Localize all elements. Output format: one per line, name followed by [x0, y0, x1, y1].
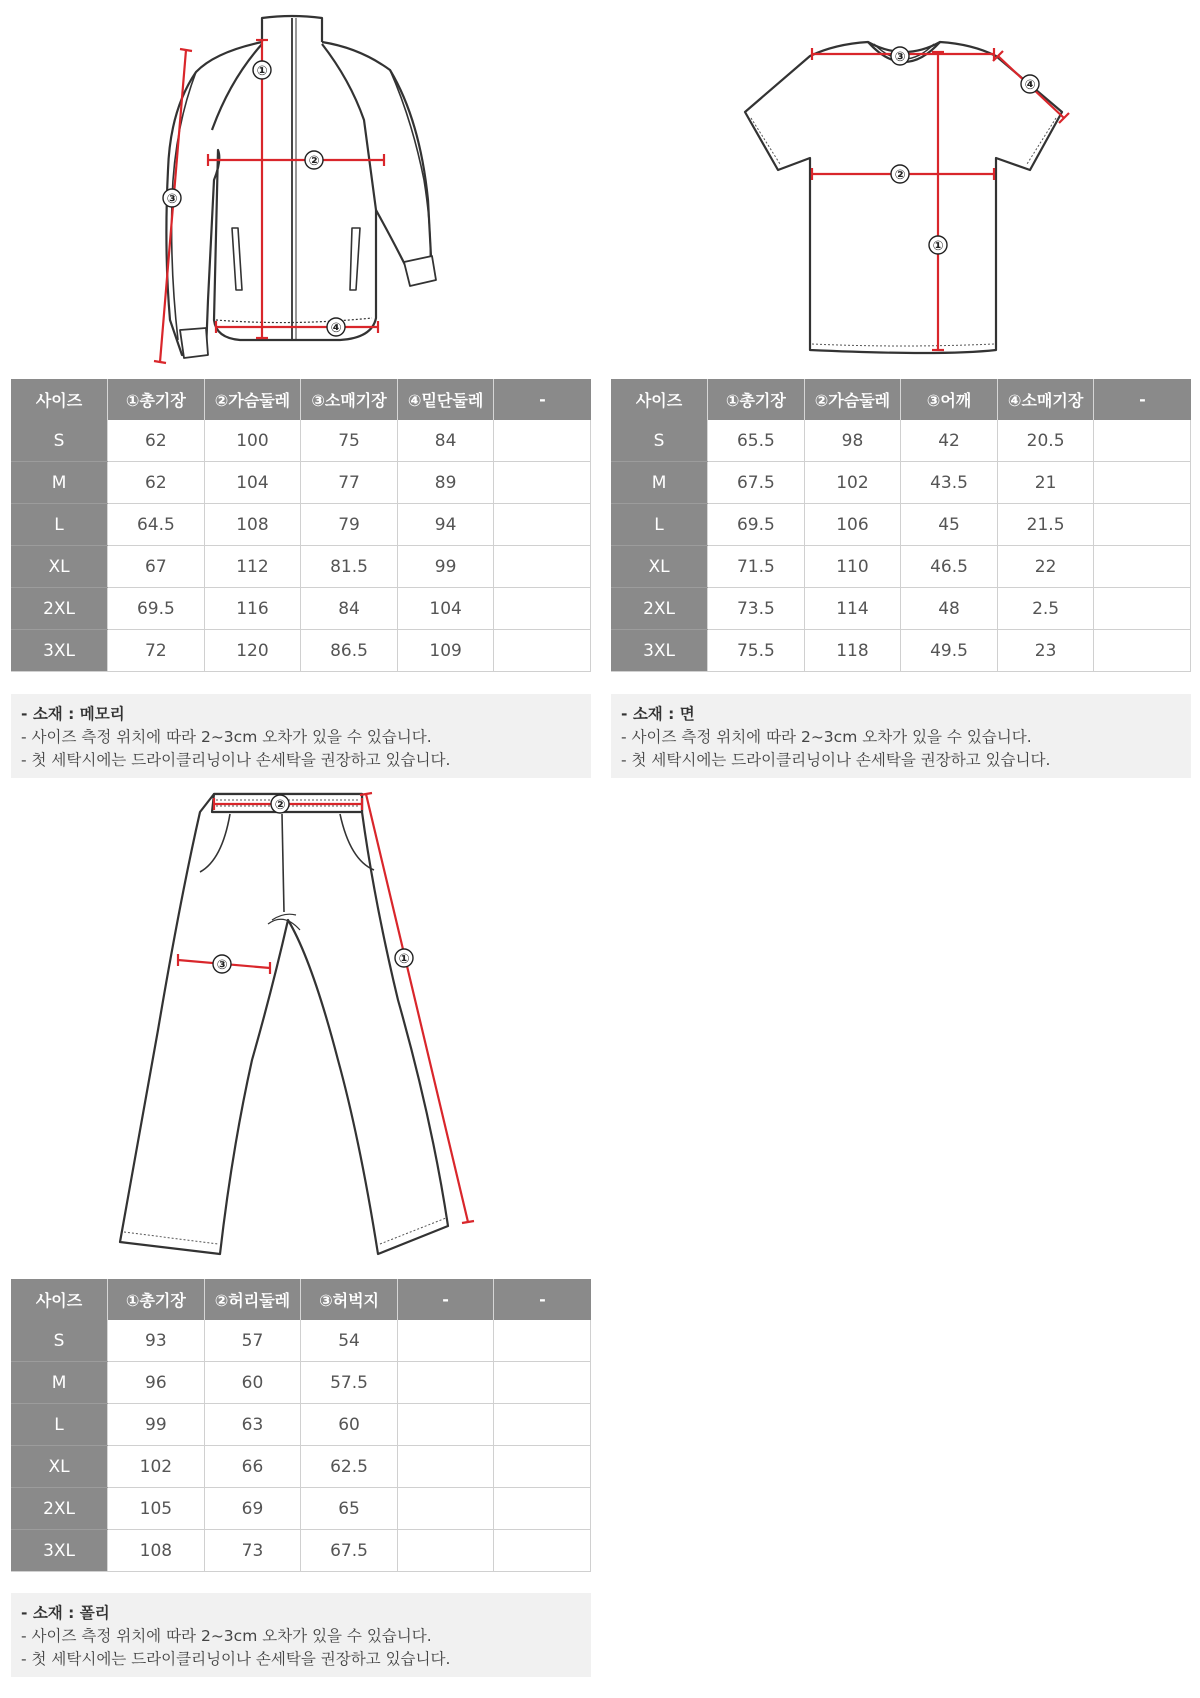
table-cell: 60 [204, 1362, 301, 1404]
table-cell: 94 [397, 504, 494, 546]
table-row [611, 630, 1191, 672]
table-cell [494, 462, 591, 504]
header-cell: ④소매기장 [997, 379, 1094, 420]
table-cell [1094, 588, 1191, 630]
table-cell: 104 [204, 462, 301, 504]
table-cell: 67 [108, 546, 205, 588]
pants-marker-1: ① [398, 952, 410, 967]
table-cell: 57.5 [301, 1362, 398, 1404]
header-cell: ③어깨 [901, 379, 998, 420]
header-cell: ①총기장 [108, 379, 205, 420]
table-row [11, 588, 591, 630]
table-cell: 65 [301, 1488, 398, 1530]
table-cell: 99 [397, 546, 494, 588]
table-cell: 71.5 [708, 546, 805, 588]
table-cell: 81.5 [301, 546, 398, 588]
table-cell: 62.5 [301, 1446, 398, 1488]
table-cell: 62 [108, 420, 205, 462]
table-cell: 60 [301, 1404, 398, 1446]
table-cell: 67.5 [301, 1530, 398, 1572]
note-line: - 첫 세탁시에는 드라이클리닝이나 손세탁을 권장하고 있습니다. [621, 751, 1051, 769]
header-cell: ①총기장 [108, 1279, 205, 1320]
table-cell: 69 [204, 1488, 301, 1530]
table-row [11, 1446, 591, 1488]
table-row [611, 462, 1191, 504]
table-row [11, 1530, 591, 1572]
table-cell: 62 [108, 462, 205, 504]
table-cell: 66 [204, 1446, 301, 1488]
jacket-notes [11, 694, 591, 778]
table-cell [397, 1362, 494, 1404]
material-label: - 소재 : 메모리 [21, 705, 125, 723]
table-cell: 79 [301, 504, 398, 546]
table-cell: 98 [804, 420, 901, 462]
table-cell: 43.5 [901, 462, 998, 504]
header-cell: ②가슴둘레 [204, 379, 301, 420]
header-cell: - [397, 1279, 494, 1320]
table-cell [1094, 630, 1191, 672]
table-cell: 112 [204, 546, 301, 588]
note-line: - 사이즈 측정 위치에 따라 2~3cm 오차가 있을 수 있습니다. [621, 728, 1032, 746]
header-cell: ④밑단둘레 [397, 379, 494, 420]
table-cell: 75.5 [708, 630, 805, 672]
table-cell: 69.5 [108, 588, 205, 630]
table-cell: 63 [204, 1404, 301, 1446]
size-cell: M [611, 462, 708, 504]
jacket-table-header [11, 379, 591, 420]
size-cell: L [11, 504, 108, 546]
table-cell: 102 [804, 462, 901, 504]
table-cell: 102 [108, 1446, 205, 1488]
pants-drawing [110, 780, 490, 1260]
table-cell [494, 1404, 591, 1446]
table-cell: 21 [997, 462, 1094, 504]
size-cell: S [611, 420, 708, 462]
pants-marker-2: ② [274, 798, 286, 813]
table-cell [494, 420, 591, 462]
size-cell: S [11, 1320, 108, 1362]
header-cell: ①총기장 [708, 379, 805, 420]
header-cell: ②가슴둘레 [804, 379, 901, 420]
table-cell: 20.5 [997, 420, 1094, 462]
table-cell: 48 [901, 588, 998, 630]
jacket-illustration [150, 12, 500, 372]
jacket-marker-3: ③ [166, 192, 178, 207]
table-cell: 42 [901, 420, 998, 462]
header-cell: - [494, 1279, 591, 1320]
table-row [11, 462, 591, 504]
size-cell: 3XL [11, 630, 108, 672]
table-cell: 54 [301, 1320, 398, 1362]
jacket-size-table [11, 379, 591, 672]
size-cell: 3XL [11, 1530, 108, 1572]
size-cell: M [11, 462, 108, 504]
note-line: - 사이즈 측정 위치에 따라 2~3cm 오차가 있을 수 있습니다. [21, 1627, 432, 1645]
table-row [11, 420, 591, 462]
header-cell: 사이즈 [11, 379, 108, 420]
table-cell: 89 [397, 462, 494, 504]
size-cell: L [611, 504, 708, 546]
size-cell: 2XL [11, 1488, 108, 1530]
header-cell: 사이즈 [11, 1279, 108, 1320]
table-cell [397, 1320, 494, 1362]
material-label: - 소재 : 면 [621, 705, 695, 723]
table-cell: 65.5 [708, 420, 805, 462]
table-cell: 100 [204, 420, 301, 462]
table-row [11, 1362, 591, 1404]
table-cell: 57 [204, 1320, 301, 1362]
table-cell: 2.5 [997, 588, 1094, 630]
tshirt-notes [611, 694, 1191, 778]
table-cell: 93 [108, 1320, 205, 1362]
material-label: - 소재 : 폴리 [21, 1604, 110, 1622]
table-cell [494, 1488, 591, 1530]
table-cell: 108 [204, 504, 301, 546]
header-cell: ③소매기장 [301, 379, 398, 420]
table-cell: 72 [108, 630, 205, 672]
table-cell [494, 630, 591, 672]
table-cell: 86.5 [301, 630, 398, 672]
note-line: - 사이즈 측정 위치에 따라 2~3cm 오차가 있을 수 있습니다. [21, 728, 432, 746]
pants-notes [11, 1593, 591, 1677]
jacket-drawing [150, 12, 500, 372]
jacket-marker-4: ④ [330, 321, 342, 336]
table-cell: 105 [108, 1488, 205, 1530]
tshirt-drawing [740, 30, 1080, 360]
table-cell: 106 [804, 504, 901, 546]
size-cell: XL [11, 1446, 108, 1488]
pants-size-table [11, 1279, 591, 1572]
table-cell: 45 [901, 504, 998, 546]
table-cell [494, 1530, 591, 1572]
table-cell [494, 1446, 591, 1488]
size-cell: L [11, 1404, 108, 1446]
size-cell: 3XL [611, 630, 708, 672]
tshirt-illustration [740, 30, 1080, 360]
table-cell: 99 [108, 1404, 205, 1446]
jacket-marker-2: ② [308, 154, 320, 169]
table-row [11, 1404, 591, 1446]
table-row [11, 630, 591, 672]
table-cell [1094, 546, 1191, 588]
table-cell: 49.5 [901, 630, 998, 672]
table-cell: 84 [301, 588, 398, 630]
size-cell: 2XL [611, 588, 708, 630]
tshirt-marker-4: ④ [1024, 78, 1036, 93]
table-cell [1094, 462, 1191, 504]
table-cell: 67.5 [708, 462, 805, 504]
table-cell: 77 [301, 462, 398, 504]
tshirt-size-table [611, 379, 1191, 672]
pants-illustration [110, 780, 490, 1260]
table-cell: 114 [804, 588, 901, 630]
table-cell: 118 [804, 630, 901, 672]
table-cell: 64.5 [108, 504, 205, 546]
table-cell: 73.5 [708, 588, 805, 630]
table-row [611, 504, 1191, 546]
table-cell: 116 [204, 588, 301, 630]
table-cell [494, 1362, 591, 1404]
table-cell [494, 546, 591, 588]
table-cell: 96 [108, 1362, 205, 1404]
pants-table-header [11, 1279, 591, 1320]
table-cell: 46.5 [901, 546, 998, 588]
table-cell: 104 [397, 588, 494, 630]
table-cell [397, 1530, 494, 1572]
header-cell: - [1094, 379, 1191, 420]
tshirt-marker-1: ① [932, 239, 944, 254]
size-cell: 2XL [11, 588, 108, 630]
table-cell [1094, 420, 1191, 462]
table-cell: 21.5 [997, 504, 1094, 546]
table-cell: 73 [204, 1530, 301, 1572]
table-cell [397, 1446, 494, 1488]
pants-marker-3: ③ [216, 958, 228, 973]
size-cell: XL [11, 546, 108, 588]
table-row [611, 588, 1191, 630]
table-row [11, 1488, 591, 1530]
tshirt-marker-2: ② [894, 168, 906, 183]
table-cell [494, 1320, 591, 1362]
table-row [611, 546, 1191, 588]
tshirt-table-header [611, 379, 1191, 420]
table-cell [397, 1404, 494, 1446]
note-line: - 첫 세탁시에는 드라이클리닝이나 손세탁을 권장하고 있습니다. [21, 1650, 451, 1668]
table-row [11, 504, 591, 546]
size-cell: M [11, 1362, 108, 1404]
header-cell: - [494, 379, 591, 420]
table-cell: 108 [108, 1530, 205, 1572]
table-cell: 120 [204, 630, 301, 672]
jacket-marker-1: ① [256, 64, 268, 79]
table-cell [494, 588, 591, 630]
table-cell: 22 [997, 546, 1094, 588]
table-cell: 84 [397, 420, 494, 462]
table-cell [1094, 504, 1191, 546]
size-cell: XL [611, 546, 708, 588]
header-cell: ③허벅지 [301, 1279, 398, 1320]
note-line: - 첫 세탁시에는 드라이클리닝이나 손세탁을 권장하고 있습니다. [21, 751, 451, 769]
table-cell: 109 [397, 630, 494, 672]
header-cell: ②허리둘레 [204, 1279, 301, 1320]
table-row [611, 420, 1191, 462]
tshirt-marker-3: ③ [894, 50, 906, 65]
table-cell [397, 1488, 494, 1530]
size-cell: S [11, 420, 108, 462]
header-cell: 사이즈 [611, 379, 708, 420]
table-cell [494, 504, 591, 546]
table-row [11, 546, 591, 588]
table-cell: 110 [804, 546, 901, 588]
table-row [11, 1320, 591, 1362]
table-cell: 75 [301, 420, 398, 462]
table-cell: 23 [997, 630, 1094, 672]
table-cell: 69.5 [708, 504, 805, 546]
